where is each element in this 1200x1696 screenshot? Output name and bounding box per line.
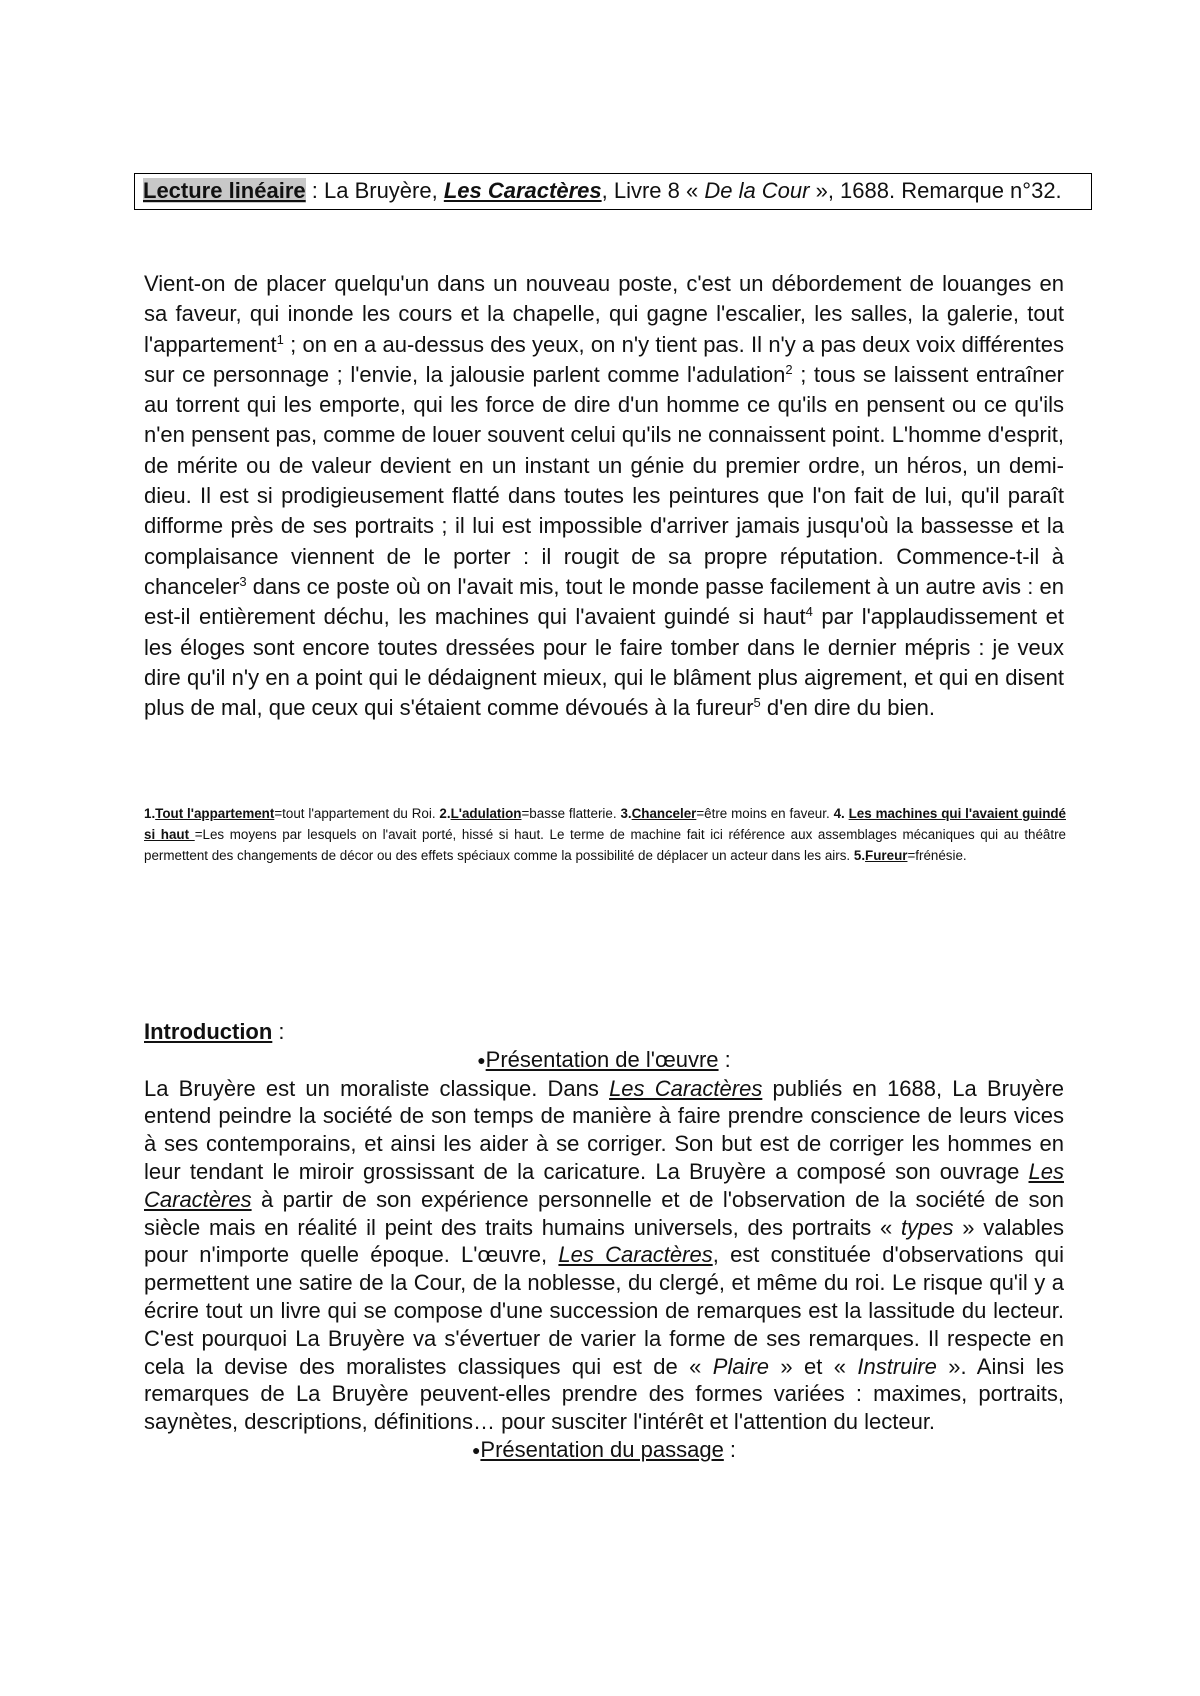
note-term: Chanceler (631, 806, 697, 821)
intro-text: , est constituée d'observations qui permettent une satire de la Cour, de la noblesse, du clergé, et même du roi. Le risque qu'il y a écrire tout un livre qui se compose d'une succession de remarques est la lassitude du lecteur. C'est pourquoi La Bruyère va s'évertuer de varier la forme de ses remarques. Il respecte en cela la devise des moralistes classiques qui est de « (144, 1242, 1064, 1379)
work-title: Les Caractères (144, 1158, 1064, 1212)
introduction-heading-line (144, 1018, 1064, 1046)
emphasis-plaire: Plaire (712, 1353, 770, 1379)
intro-text: publiés en 1688, La Bruyère entend peindre la société de son temps de manière à faire prendre conscience de leurs vices à ses contemporains, et ainsi les aider à se corriger. Son but est de corriger les hommes en leur tendant le miroir grossissant de la caricature. La Bruyère a composé son ouvrage (144, 1075, 1065, 1184)
intro-text: » valables pour n'importe quelle époque. L'œuvre, (144, 1214, 1064, 1268)
note-definition: =être moins en faveur. (696, 806, 834, 821)
excerpt-text (144, 269, 1064, 723)
note-number: 3. (620, 806, 632, 821)
subheading-work-label: Présentation de l'œuvre (485, 1046, 719, 1072)
footnote-ref-2: 2 (785, 361, 793, 377)
subheading-separator: : (718, 1046, 731, 1072)
bullet-icon: ● (477, 1051, 486, 1068)
introduction-heading: Introduction (144, 1019, 273, 1044)
intro-text: » et « (769, 1353, 858, 1379)
excerpt-part: dans ce poste où on l'avait mis, tout le monde passe facilement à un autre avis : en est-il entièrement déchu, les machines qui l'avaient guindé si haut (144, 573, 1064, 630)
note-definition: =basse flatterie. (521, 806, 621, 821)
excerpt-part: d'en dire du bien. (760, 695, 935, 721)
footnote-ref-3: 3 (239, 573, 247, 589)
work-title: Les Caractères (558, 1242, 713, 1268)
introduction-section (144, 1018, 1064, 1465)
date-remark: », 1688. Remarque n°32. (809, 178, 1062, 203)
heading-separator: : (272, 1019, 285, 1044)
introduction-paragraph (144, 1075, 1064, 1436)
note-term: L'adulation (450, 806, 522, 821)
subheading-work (144, 1046, 1064, 1075)
subheading-passage (144, 1436, 1064, 1465)
work-title: Les Caractères (443, 178, 602, 203)
emphasis-instruire: Instruire (857, 1353, 937, 1379)
excerpt-part: par l'applaudissement et les éloges sont encore toutes dressées pour le faire tomber dans le dernier mépris : je veux dire qu'il n'y en a point qui le dédaignent mieux, qui le blâment plus aigrement, et qui en disent plus de mal, que ceux qui s'étaient comme dévoués à la fureur (144, 604, 1064, 721)
note-definition: =tout l'appartement du Roi. (274, 806, 440, 821)
intro-text: La Bruyère est un moraliste classique. Dans (144, 1075, 610, 1101)
subheading-separator: : (723, 1436, 737, 1462)
note-number: 5. (853, 848, 866, 863)
note-definition: =Les moyens par lesquels on l'avait porté, hissé si haut. Le terme de machine fait ici référence aux assemblages mécaniques qui au théâtre permettent des changements de décor ou des effets spéciaux comme la possibilité de déplacer un acteur dans les airs. (144, 827, 1067, 863)
footnote-ref-5: 5 (753, 695, 761, 711)
section-title: De la Cour (704, 178, 810, 203)
title-box (134, 173, 1092, 210)
note-number: 1. (144, 806, 156, 821)
excerpt-part: Vient-on de placer quelqu'un dans un nouveau poste, c'est un débordement de louanges en sa faveur, qui inonde les cours et la chapelle, qui gagne l'escalier, les salles, la galerie, tout l'appartement (144, 271, 1064, 357)
note-term: Fureur (865, 848, 908, 863)
subheading-passage-label: Présentation du passage (480, 1436, 724, 1462)
note-term: Les machines qui l'avaient guindé si haut (144, 806, 1066, 842)
bullet-icon: ● (471, 1441, 481, 1458)
author: La Bruyère, (323, 178, 444, 203)
intro-text: à partir de son expérience personnelle et de l'observation de la société de son siècle mais en réalité il peint des traits humains universels, des portraits « (144, 1186, 1064, 1240)
reading-label: Lecture linéaire (143, 178, 306, 203)
emphasis-types: types (900, 1214, 954, 1240)
footnotes (144, 803, 1066, 866)
book-info: , Livre 8 « (601, 178, 705, 203)
excerpt-part: ; on en a au-dessus des yeux, on n'y tient pas. Il n'y a pas deux voix différentes sur ce personnage ; l'envie, la jalousie parlent comme l'adulation (144, 331, 1064, 387)
footnote-ref-4: 4 (805, 604, 813, 620)
work-title: Les Caractères (609, 1075, 763, 1101)
intro-text: ». Ainsi les remarques de La Bruyère peuvent-elles prendre des formes variées : maximes, portraits, saynètes, descriptions, définitions… pour susciter l'intérêt et l'attention du lecteur. (144, 1353, 1065, 1435)
note-number: 2. (439, 806, 451, 821)
title-separator: : (305, 178, 324, 203)
note-number: 4. (833, 806, 849, 821)
note-term: Tout l'appartement (155, 806, 275, 821)
footnote-ref-1: 1 (276, 331, 284, 347)
note-definition: =frénésie. (907, 848, 967, 863)
excerpt-part: ; tous se laissent entraîner au torrent qui les emporte, qui les force de dire d'un homme ce qu'ils en pensent ou ce qu'ils n'en pensent pas, comme de louer souvent celui qu'ils ne connaissent point. L'homme d'esprit, de mérite ou de valeur devient en un instant un génie du premier ordre, un héros, un demi-dieu. Il est si prodigieusement flatté dans toutes les peintures que l'on fait de lui, qu'il paraît difforme près de ses portraits ; il lui est impossible d'arriver jamais jusqu'où la bassesse et la complaisance viennent de le porter : il rougit de sa propre réputation. Commence-t-il à chanceler (144, 361, 1065, 599)
